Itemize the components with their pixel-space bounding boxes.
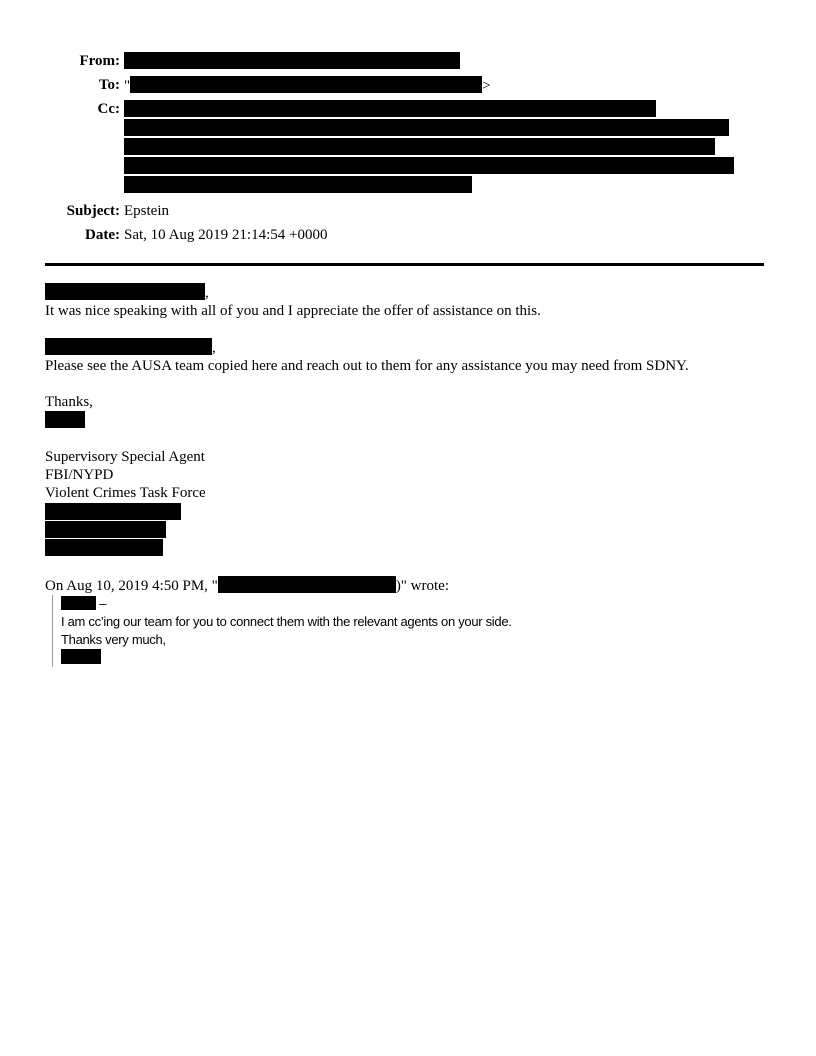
greeting-suffix: , [212,340,216,356]
redaction-bar [45,283,205,300]
quoted-salutation-line [61,595,766,613]
blank-line [45,558,766,576]
closing-line: Thanks, [45,394,93,410]
greeting-line [45,283,766,302]
redaction-bar [124,138,715,155]
quoted-paragraph: I am cc’ing our team for you to connect them with the relevant agents on your side. [61,614,512,629]
header-divider [45,263,764,266]
redaction-bar [45,503,181,520]
redaction-bar [124,52,460,69]
quoted-paragraph: Thanks very much, [61,632,166,647]
cc-label: Cc: [97,101,120,117]
quoted-reply-block [52,595,766,667]
redaction-bar [61,649,101,664]
signature-block [45,448,766,556]
closing-signature-line [45,411,766,430]
subject-label: Subject: [66,203,120,219]
quoted-signoff-line [61,649,766,667]
redaction-bar [124,119,729,136]
header-row-date [45,225,766,245]
redaction-bar [124,100,656,117]
header-row-subject [45,201,766,221]
signature-unit: Violent Crimes Task Force [45,485,206,501]
redaction-bar [218,576,396,593]
body-paragraph: Please see the AUSA team copied here and reach out to them for any assistance you may need from SDNY. [45,358,689,374]
header-row-to [45,76,766,95]
quoted-intro-suffix: )" wrote: [395,578,450,594]
to-suffix: > [482,78,491,94]
to-prefix: " [124,78,131,94]
signature-title: Supervisory Special Agent [45,449,205,465]
blank-line [45,375,766,393]
to-label: To: [98,77,120,93]
redaction-bar [124,176,472,193]
header-row-cc [45,100,766,195]
quoted-intro-line [45,576,766,595]
from-label: From: [79,53,120,69]
redaction-bar [61,596,96,610]
redaction-bar [124,157,734,174]
body-paragraph: It was nice speaking with all of you and I appreciate the offer of assistance on this. [45,303,541,319]
redaction-bar [45,539,163,556]
date-value: Sat, 10 Aug 2019 21:14:54 +0000 [124,227,328,243]
to-value [124,76,766,95]
redaction-bar [45,411,85,428]
header-row-from [45,52,766,71]
redaction-bar [45,338,212,355]
cc-value [124,100,766,195]
signature-agency: FBI/NYPD [45,467,114,483]
greeting-suffix: , [205,285,209,301]
quoted-salutation-suffix: – [96,596,107,611]
blank-line [45,320,766,338]
subject-value: Epstein [124,203,169,219]
blank-line [45,430,766,448]
email-body [45,283,766,667]
redaction-bar [130,76,482,93]
redaction-bar [45,521,166,538]
signature-redactions [45,503,766,556]
date-label: Date: [85,227,120,243]
email-header [45,52,766,245]
greeting-line [45,338,766,357]
from-value [124,52,766,71]
quoted-intro-prefix: On Aug 10, 2019 4:50 PM, " [45,578,218,594]
